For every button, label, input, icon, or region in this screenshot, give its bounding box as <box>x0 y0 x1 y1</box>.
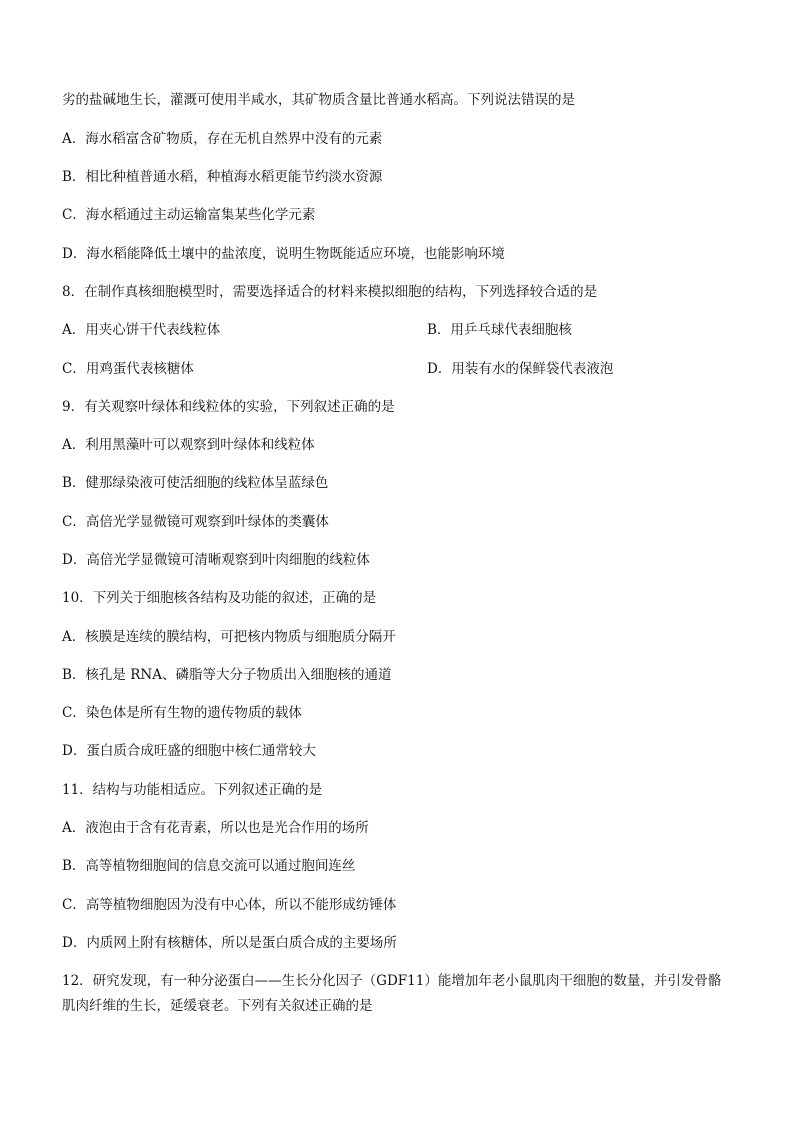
question-11-option-c: C．高等植物细胞因为没有中心体，所以不能形成纺锤体 <box>62 897 397 913</box>
question-9-stem: 9．有关观察叶绿体和线粒体的实验，下列叙述正确的是 <box>62 399 395 415</box>
question-11-stem: 11．结构与功能相适应。下列叙述正确的是 <box>62 782 323 798</box>
question-10-option-b: B．核孔是 RNA、磷脂等大分子物质出入细胞核的通道 <box>62 667 392 683</box>
question-9-option-b: B．健那绿染液可使活细胞的线粒体呈蓝绿色 <box>62 475 329 491</box>
question-12-stem-line-2: 肌肉纤维的生长，延缓衰老。下列有关叙述正确的是 <box>62 998 373 1014</box>
question-8-option-c: C．用鸡蛋代表核糖体 <box>62 361 194 377</box>
question-8-option-a: A．用夹心饼干代表线粒体 <box>62 322 221 338</box>
question-7-option-d: D．海水稻能降低土壤中的盐浓度，说明生物既能适应环境，也能影响环境 <box>62 246 505 262</box>
question-10-option-d: D．蛋白质合成旺盛的细胞中核仁通常较大 <box>62 743 316 759</box>
question-11-option-b: B．高等植物细胞间的信息交流可以通过胞间连丝 <box>62 858 356 874</box>
question-10-stem: 10．下列关于细胞核各结构及功能的叙述，正确的是 <box>62 590 377 606</box>
question-11-option-d: D．内质网上附有核糖体，所以是蛋白质合成的主要场所 <box>62 935 397 951</box>
question-9-option-a: A．利用黑藻叶可以观察到叶绿体和线粒体 <box>62 437 315 453</box>
question-9-option-c: C．高倍光学显微镜可观察到叶绿体的类囊体 <box>62 514 329 530</box>
question-11-option-a: A．液泡由于含有花青素，所以也是光合作用的场所 <box>62 820 369 836</box>
question-7-option-b: B．相比种植普通水稻，种植海水稻更能节约淡水资源 <box>62 169 383 185</box>
question-8-stem: 8．在制作真核细胞模型时，需要选择适合的材料来模拟细胞的结构，下列选择较合适的是 <box>62 284 598 300</box>
question-10-option-c: C．染色体是所有生物的遗传物质的载体 <box>62 705 302 721</box>
question-10-option-a: A．核膜是连续的膜结构，可把核内物质与细胞质分隔开 <box>62 629 396 645</box>
question-12-stem-line-1: 12．研究发现，有一种分泌蛋白——生长分化因子（GDF11）能增加年老小鼠肌肉干细胞的数量，并引发骨骼 <box>62 973 722 989</box>
question-7-stem-continuation: 劣的盐碱地生长，灌溉可使用半咸水，其矿物质含量比普通水稻高。下列说法错误的是 <box>62 92 575 108</box>
question-9-option-d: D．高倍光学显微镜可清晰观察到叶肉细胞的线粒体 <box>62 552 370 568</box>
question-8-option-b: B．用乒乓球代表细胞核 <box>427 322 572 338</box>
question-7-option-c: C．海水稻通过主动运输富集某些化学元素 <box>62 207 316 223</box>
question-8-option-d: D．用装有水的保鲜袋代表液泡 <box>427 361 614 377</box>
question-7-option-a: A．海水稻富含矿物质，存在无机自然界中没有的元素 <box>62 131 383 147</box>
